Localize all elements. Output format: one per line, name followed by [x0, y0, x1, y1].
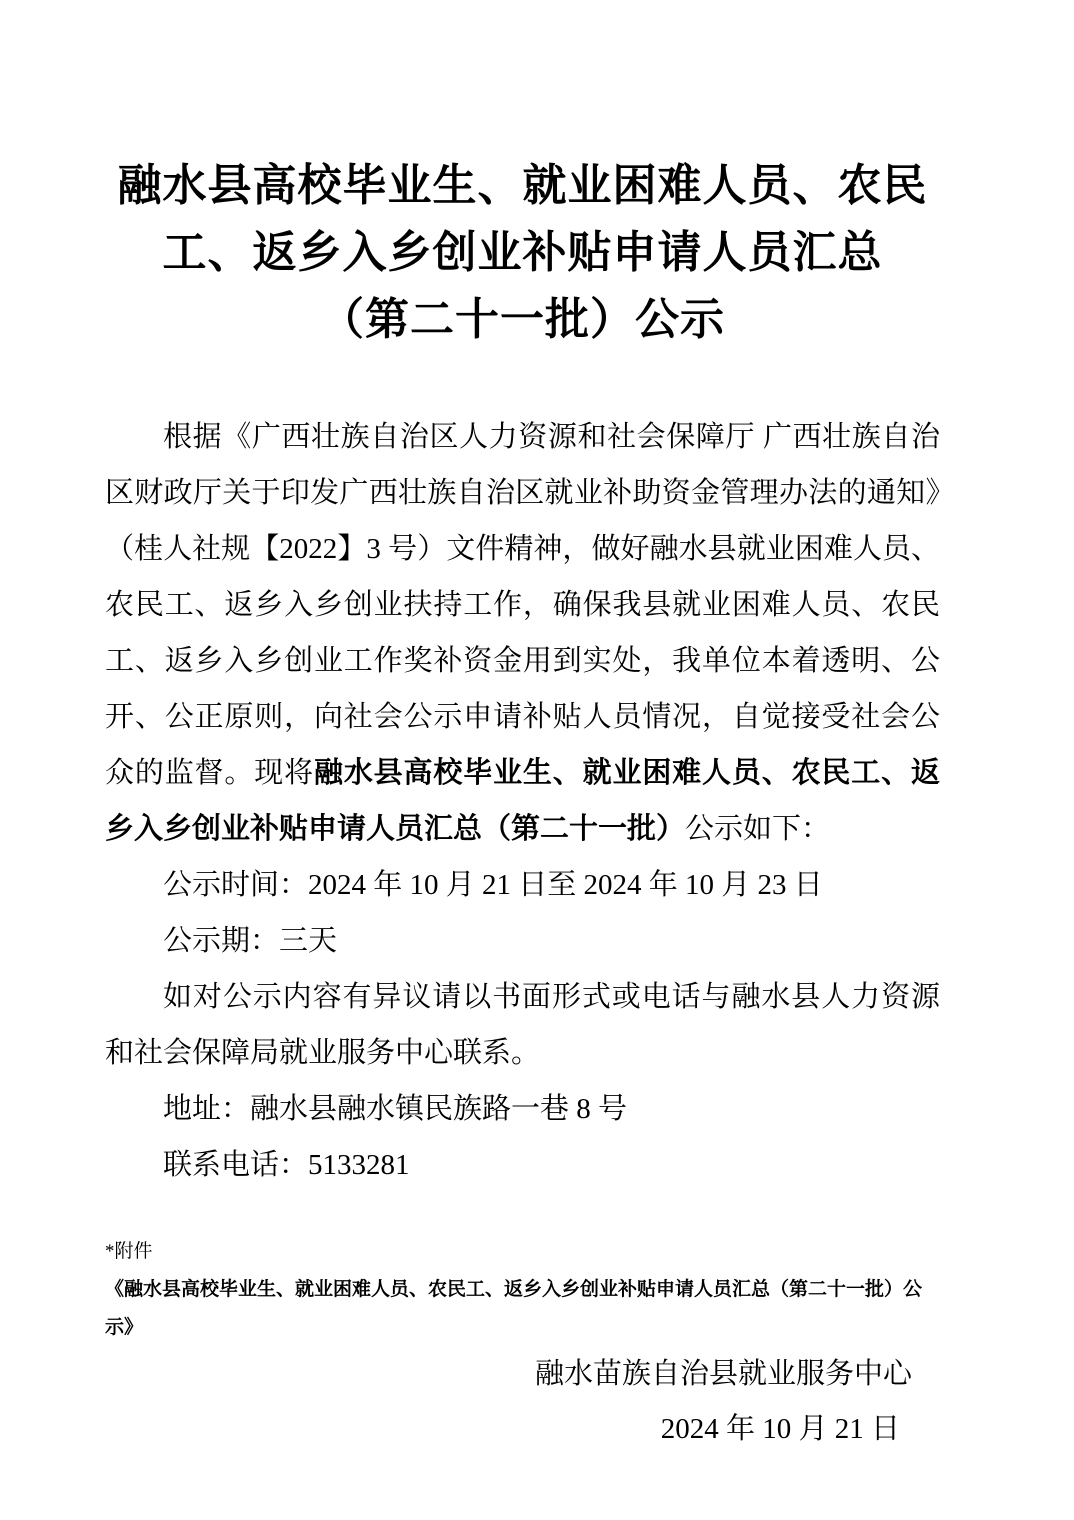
signature-block [105, 1347, 940, 1457]
notice-period-line: 公示期：三天 [163, 925, 338, 957]
attachment-section [105, 1233, 940, 1347]
notice-time-line: 公示时间：2024 年 10 月 21 日至 2024 年 10 月 23 日 [163, 869, 823, 901]
objection-paragraph: 如对公示内容有异议请以书面形式或电话与融水县人力资源和社会保障局就业服务中心联系。 [105, 981, 940, 1069]
signature-organization: 融水苗族自治县就业服务中心 [534, 1358, 912, 1390]
main-paragraph-lead: 根据《广西壮族自治区人力资源和社会保障厅 广西壮族自治区财政厅关于印发广西壮族自治区就业补助资金管理办法的通知》（桂人社规【2022】3 号）文件精神，做好融水县就业困难人员、农民工、返乡入乡创业扶持工作，确保我县就业困难人员、农民工、返乡入乡创业工作奖补资金用到实处，我单位本着透明、公开、公正原则，向社会公示申请补贴人员情况，自觉接受社会公众的监督。现将 [105, 421, 940, 789]
main-paragraph-bold-title: 融水县高校毕业生、就业困难人员、农民工、返乡入乡创业补贴申请人员汇总（第二十一批） [105, 757, 940, 845]
attachment-title: 《融水县高校毕业生、就业困难人员、农民工、返乡入乡创业补贴申请人员汇总（第二十一批）公示》 [105, 1279, 923, 1338]
document-title [105, 152, 940, 353]
address-line: 地址：融水县融水镇民族路一巷 8 号 [163, 1093, 628, 1125]
document-body [105, 409, 940, 1193]
title-line-2: 工、返乡入乡创业补贴申请人员汇总 [162, 228, 883, 277]
main-paragraph [105, 409, 940, 857]
title-line-1: 融水县高校毕业生、就业困难人员、农民 [117, 161, 928, 210]
phone-line: 联系电话：5133281 [163, 1149, 410, 1181]
signature-date: 2024 年 10 月 21 日 [660, 1413, 900, 1445]
main-paragraph-tail: 公示如下： [685, 813, 831, 845]
attachment-marker: *附件 [105, 1241, 153, 1262]
title-line-3: （第二十一批）公示 [320, 295, 725, 344]
